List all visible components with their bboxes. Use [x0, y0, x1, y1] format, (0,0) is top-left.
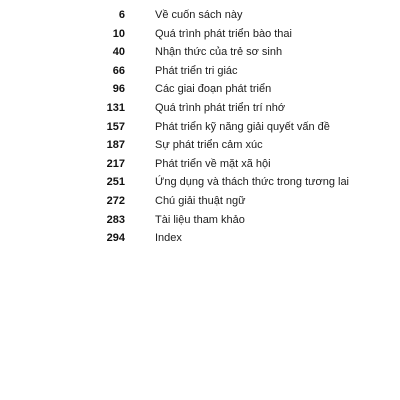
toc-entry[interactable] [0, 192, 400, 211]
toc-page-number: 131 [106, 101, 125, 114]
toc-chapter-title: Phát triển tri giác [155, 64, 238, 77]
toc-page-number: 187 [106, 139, 125, 152]
toc-chapter-title: Phát triển kỹ năng giải quyết vấn đề [155, 120, 330, 133]
toc-entry[interactable] [0, 211, 400, 230]
toc-entry[interactable] [0, 25, 400, 44]
toc-entry[interactable] [0, 118, 400, 137]
toc-entry[interactable] [0, 136, 400, 155]
toc-entry[interactable] [0, 155, 400, 174]
toc-page-number: 294 [106, 232, 125, 245]
toc-chapter-title: Quá trình phát triển trí nhớ [155, 101, 286, 114]
toc-page-number: 217 [106, 157, 125, 170]
toc-page-number: 157 [106, 120, 125, 133]
toc-page-number: 40 [112, 46, 125, 59]
toc-entry[interactable] [0, 229, 400, 248]
toc-chapter-title: Ứng dụng và thách thức trong tương lai [155, 176, 350, 189]
toc-chapter-title: Index [155, 232, 182, 245]
toc-chapter-title: Các giai đoạn phát triển [155, 83, 272, 96]
toc-chapter-title: Phát triển về mặt xã hội [155, 157, 271, 170]
toc-page-number: 283 [106, 213, 125, 226]
toc-entry[interactable] [0, 43, 400, 62]
toc-page-number: 96 [112, 83, 125, 96]
toc-page-number: 6 [118, 9, 125, 21]
toc-entry[interactable] [0, 62, 400, 81]
toc-entry[interactable] [0, 6, 400, 25]
toc-chapter-title: Tài liệu tham khảo [155, 213, 245, 226]
toc-entry[interactable] [0, 99, 400, 118]
toc-page-number: 66 [112, 64, 125, 77]
toc-chapter-title: Quá trình phát triển bào thai [155, 27, 292, 40]
toc-page-number: 272 [106, 194, 125, 207]
toc-chapter-title: Chú giải thuật ngữ [155, 194, 246, 207]
table-of-contents [0, 6, 400, 248]
toc-page-number: 10 [112, 27, 125, 40]
toc-entry[interactable] [0, 173, 400, 192]
toc-chapter-title: Nhận thức của trẻ sơ sinh [155, 46, 283, 59]
toc-chapter-title: Sự phát triển cảm xúc [155, 139, 263, 152]
toc-page-number: 251 [106, 176, 125, 189]
toc-entry[interactable] [0, 80, 400, 99]
toc-chapter-title: Về cuốn sách này [155, 9, 243, 21]
